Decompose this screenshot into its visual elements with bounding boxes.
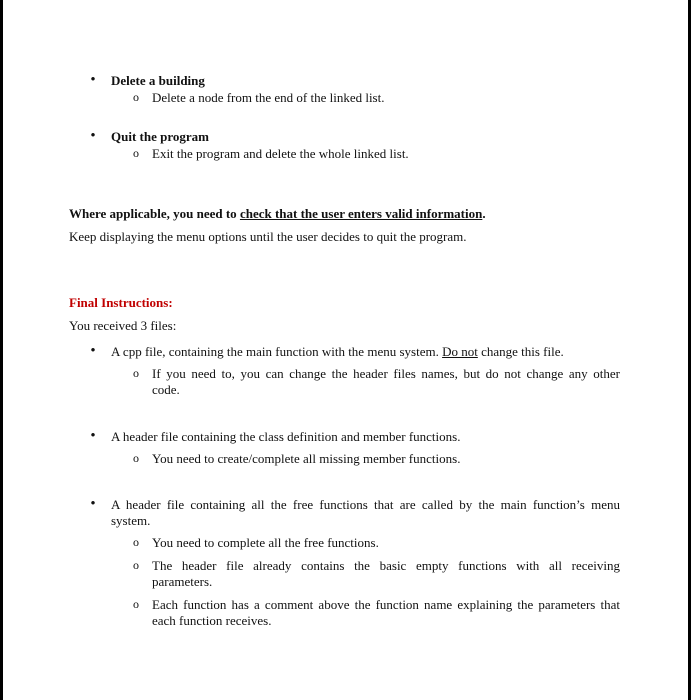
sub-bullet-icon	[130, 145, 142, 161]
menu-item-title: Quit the program	[111, 129, 209, 144]
sub-bullet-icon	[130, 534, 142, 550]
validation-prefix: Where applicable, you need to	[69, 206, 240, 221]
file3-sub3-line2: each function receives.	[152, 613, 272, 628]
file3-line2: system.	[111, 513, 151, 528]
bullet-icon	[87, 72, 99, 89]
file3-sub2-line1: The header file already contains the basic empty functions with all receiving	[152, 558, 620, 573]
final-instructions-heading: Final Instructions:	[69, 295, 173, 310]
menu-item-detail: Exit the program and delete the whole linked list.	[152, 146, 409, 161]
file2-text: A header file containing the class definition and member functions.	[111, 429, 461, 444]
file1-text-a: A cpp file, containing the main function with the menu system.	[111, 344, 443, 359]
file1-sub1-line2: code.	[152, 382, 180, 397]
sub-bullet-icon	[130, 557, 142, 573]
bullet-icon	[87, 128, 99, 145]
bullet-icon	[87, 428, 99, 445]
sub-bullet-icon	[130, 89, 142, 105]
menu-item-title: Delete a building	[111, 73, 205, 88]
final-intro: You received 3 files:	[69, 318, 177, 333]
menu-item-detail: Delete a node from the end of the linked list.	[152, 90, 385, 105]
file1-text-b: change this file.	[477, 344, 564, 359]
validation-suffix: .	[482, 206, 486, 221]
file2-sub1: You need to create/complete all missing member functions.	[152, 451, 461, 466]
sub-bullet-icon	[130, 596, 142, 612]
validation-sentence	[69, 206, 486, 222]
keep-displaying-text: Keep displaying the menu options until the user decides to quit the program.	[69, 229, 467, 244]
sub-bullet-icon	[130, 365, 142, 381]
file1-sub1-line1: If you need to, you can change the header files names, but do not change any other	[152, 366, 620, 381]
document-page	[3, 0, 688, 700]
sub-bullet-icon	[130, 450, 142, 466]
bullet-icon	[87, 343, 99, 360]
file3-sub3-line1: Each function has a comment above the function name explaining the parameters that	[152, 597, 620, 612]
validation-underlined: check that the user enters valid information	[239, 206, 483, 221]
file1-text	[111, 344, 564, 360]
bullet-icon	[87, 496, 99, 513]
file3-line1: A header file containing all the free functions that are called by the main function’s menu	[111, 497, 620, 512]
file3-sub2-line2: parameters.	[152, 574, 213, 589]
file3-sub1: You need to complete all the free functions.	[152, 535, 379, 550]
file1-do-not: Do not	[442, 344, 478, 359]
